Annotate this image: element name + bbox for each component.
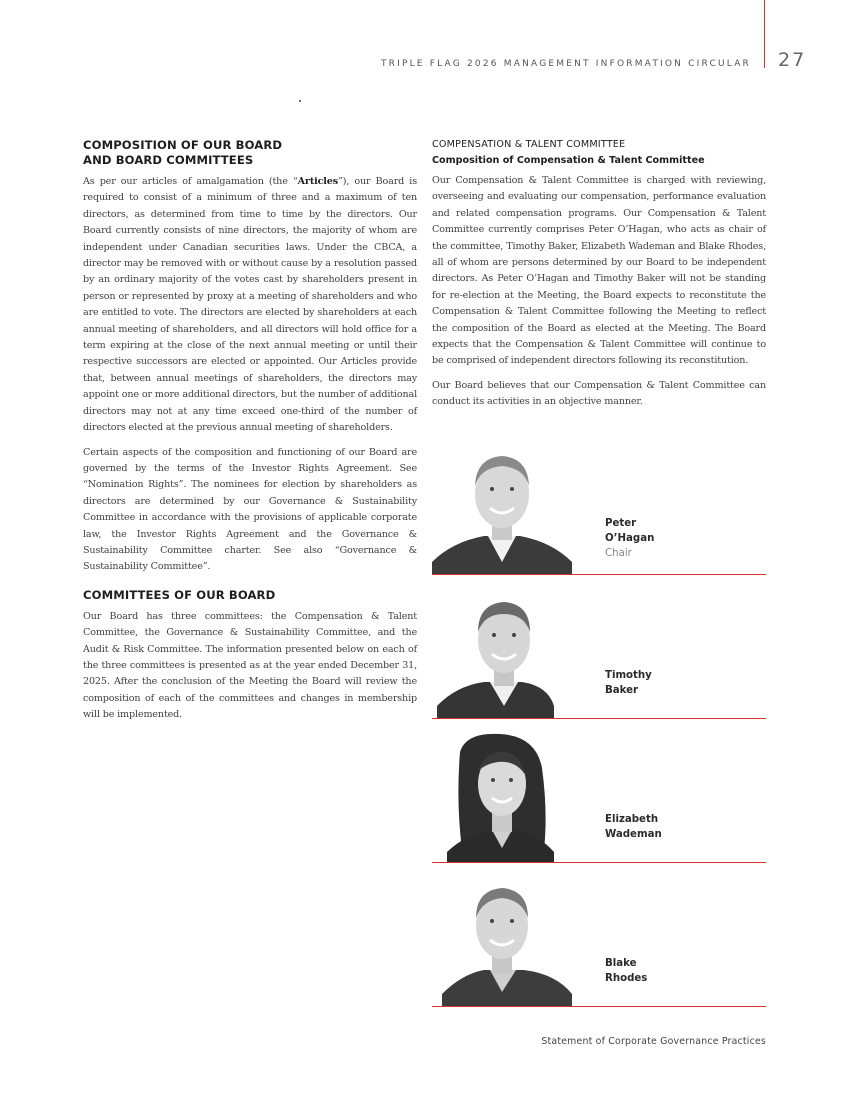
para1-prefix: As per our articles of amalgamation (the “ (83, 176, 298, 187)
composition-heading-line2: AND BOARD COMMITTEES (83, 153, 254, 167)
member-name (605, 668, 705, 698)
member-last-name: Baker (605, 685, 639, 696)
member-last-name: Rhodes (605, 973, 648, 984)
member-card (432, 575, 766, 719)
composition-heading (83, 138, 417, 168)
portrait-photo (432, 588, 572, 718)
member-card (432, 431, 766, 575)
member-first-name: Blake (605, 958, 637, 969)
member-last-name: O’Hagan (605, 533, 655, 544)
compensation-committee-heading: COMPENSATION & TALENT COMMITTEE (432, 139, 626, 150)
right-column (432, 138, 766, 419)
page-number: 27 (778, 49, 807, 71)
stray-dot (299, 100, 301, 102)
committee-members-list (432, 431, 766, 1007)
composition-paragraph-2: Certain aspects of the composition and functioning of our Board are governed by the terms of the Investor Rights Agreement. See “Nomination Rights”. The nominees for election by shareholders as directors are determined by our Governance & Sustainability Committee in accordance with the provisions of applicable corporate law, the Investor Rights Agreement and the Governance & Sustainability Committee charter. See also “Governance & Sustainability Committee”. (83, 446, 417, 573)
running-header: TRIPLE FLAG 2026 MANAGEMENT INFORMATION CIRCULAR (380, 59, 751, 69)
member-card (432, 719, 766, 863)
member-role: Chair (605, 548, 632, 559)
page-footer: Statement of Corporate Governance Practices (541, 1036, 766, 1047)
compensation-paragraph-1: Our Compensation & Talent Committee is charged with reviewing, overseeing and evaluating our compensation, performance evaluation and related compensation programs. Our Compensation & Talent Committee currently comprises Peter O’Hagan, who acts as chair of the committee, Timothy Baker, Elizabeth Wademan and Blake Rhodes, all of whom are persons determined by our Board to be independent directors. As Peter O’Hagan and Timothy Baker will not be standing for re-election at the Meeting, the Board expects to reconstitute the Compensation & Talent Committee following the Meeting to reflect the composition of the Board as elected at the Meeting. The Board expects that the Compensation & Talent Committee will continue to be comprised of independent directors following its reconstitution. (432, 175, 766, 367)
composition-paragraph-1 (83, 174, 417, 437)
header-accent-rule (764, 0, 765, 68)
member-name (605, 812, 705, 842)
articles-defined-term: Articles (297, 176, 339, 187)
committees-heading: COMMITTEES OF OUR BOARD (83, 587, 276, 602)
portrait-photo (432, 732, 572, 862)
para1-rest: ”), our Board is required to consist of a minimum of three and a maximum of ten directors, as determined from time to time by the directors. Our Board currently consists of nine directors, the majority of whom are independent under Canadian securities laws. Under the CBCA, a director may be removed with or without cause by a resolution passed by an ordinary majority of the votes cast by shareholders present in person or represented by proxy at a meeting of shareholders and who are entitled to vote. The directors are elected by shareholders at each annual meeting of shareholders, and all directors will hold office for a term expiring at the close of the next annual meeting or until their respective successors are elected or appointed. Our Articles provide that, between annual meetings of shareholders, the directors may appoint one or more additional directors, but the number of additional directors may not at any time exceed one-third of the number of directors elected at the previous annual meeting of shareholders. (83, 176, 417, 434)
member-first-name: Elizabeth (605, 814, 659, 825)
member-name (605, 956, 705, 986)
composition-heading-line1: COMPOSITION OF OUR BOARD (83, 138, 283, 152)
portrait-photo (432, 444, 572, 574)
compensation-paragraph-2: Our Board believes that our Compensation & Talent Committee can conduct its activities in an objective manner. (432, 379, 766, 408)
member-first-name: Peter (605, 518, 637, 529)
left-column (83, 138, 417, 732)
portrait-photo (432, 876, 572, 1006)
member-name (605, 516, 705, 561)
member-card (432, 863, 766, 1007)
member-last-name: Wademan (605, 829, 662, 840)
committees-paragraph: Our Board has three committees: the Compensation & Talent Committee, the Governance & Sustainability Committee, and the Audit & Risk Committee. The information presented below on each of the three committees is presented as at the year ended December 31, 2025. After the conclusion of the Meeting the Board will review the composition of each of the committees and changes in membership will be implemented. (83, 610, 417, 721)
compensation-committee-subheading: Composition of Compensation & Talent Committee (432, 155, 705, 166)
member-first-name: Timothy (605, 670, 652, 681)
